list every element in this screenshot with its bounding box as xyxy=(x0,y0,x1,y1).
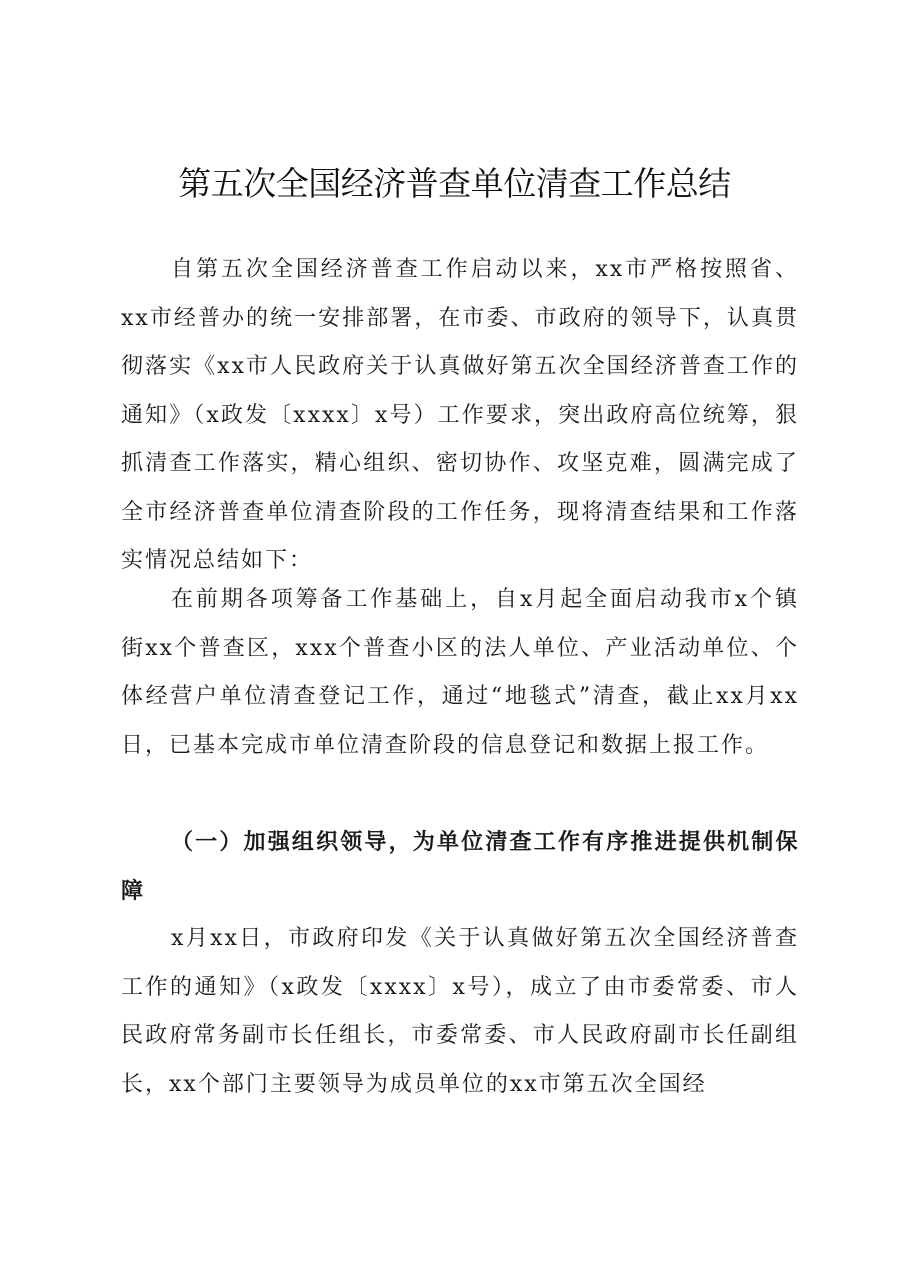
progress-paragraph: 在前期各项筹备工作基础上，自x月起全面启动我市x个镇街xx个普查区，xxx个普查小区的法人单位、产业活动单位、个体经营户单位清查登记工作，通过“地毯式”清查，截止xx月xx日，已基本完成市单位清查阶段的信息登记和数据上报工作。 xyxy=(121,587,799,758)
intro-paragraph: 自第五次全国经济普查工作启动以来，xx市严格按照省、xx市经普办的统一安排部署，在市委、市政府的领导下，认真贯彻落实《xx市人民政府关于认真做好第五次全国经济普查工作的通知》（x政发〔xxxx〕x号）工作要求，突出政府高位统筹，狠抓清查工作落实，精心组织、密切协作、攻坚克难，圆满完成了全市经济普查单位清查阶段的工作任务，现将清查结果和工作落实情况总结如下： xyxy=(121,257,799,573)
section-heading: （一）加强组织领导，为单位清查工作有序推进提供机制保障 xyxy=(121,830,799,904)
document-title: 第五次全国经济普查单位清查工作总结 xyxy=(178,164,731,203)
section-paragraph: x月xx日，市政府印发《关于认真做好第五次全国经济普查工作的通知》（x政发〔xxxx〕x号），成立了由市委常委、市人民政府常务副市长任组长，市委常委、市人民政府副市长任副组长，xx个部门主要领导为成员单位的xx市第五次全国经 xyxy=(121,926,799,1097)
